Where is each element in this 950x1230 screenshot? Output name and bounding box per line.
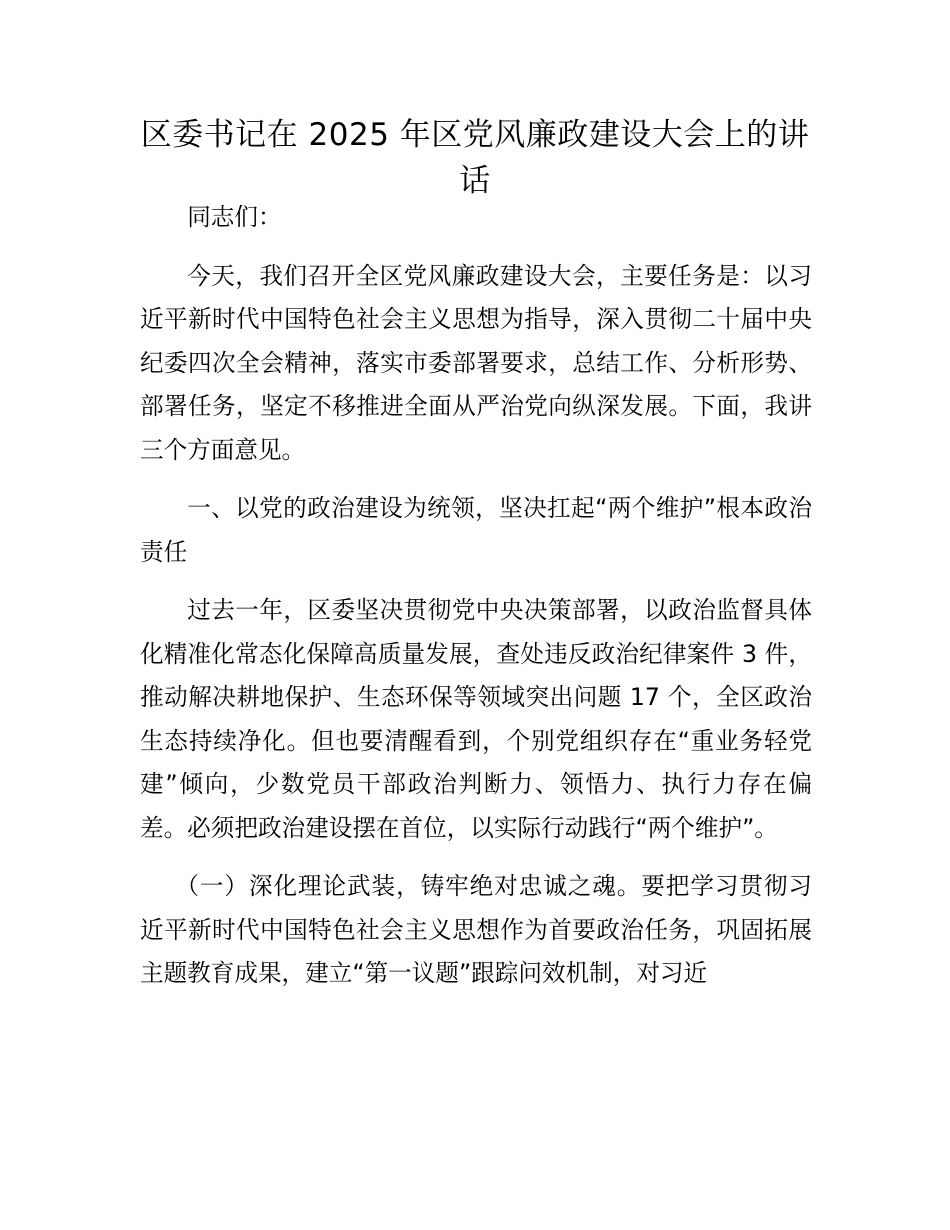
section-heading: 一、以党的政治建设为统领，坚决扛起“两个维护”根本政治责任 (140, 494, 812, 566)
document-body (140, 196, 812, 1011)
salutation-paragraph: 同志们： (187, 203, 282, 231)
subsection-paragraph: （一）深化理论武装，铸牢绝对忠诚之魂。要把学习贯彻习近平新时代中国特色社会主义思想作为首要政治任务，巩固拓展主题教育成果，建立“第一议题”跟踪问效机制，对习近 (140, 872, 812, 987)
intro-paragraph: 今天，我们召开全区党风廉政建设大会，主要任务是：以习近平新时代中国特色社会主义思想为指导，深入贯彻二十届中央纪委四次全会精神，落实市委部署要求，总结工作、分析形势、部署任务，坚定不移推进全面从严治党向纵深发展。下面，我讲三个方面意见。 (140, 261, 812, 464)
body-paragraph: 过去一年，区委坚决贯彻党中央决策部署，以政治监督具体化精准化常态化保障高质量发展，查处违反政治纪律案件 3 件，推动解决耕地保护、生态环保等领域突出问题 17 个，全区政治生态持续净化。但也要清醒看到，个别党组织存在“重业务轻党建”倾向，少数党员干部政治判断力、领悟力、执行力存在偏差。必须把政治建设摆在首位，以实际行动践行“两个维护”。 (140, 596, 812, 842)
document-title: 区委书记在 2025 年区党风廉政建设大会上的讲话 (140, 117, 810, 199)
